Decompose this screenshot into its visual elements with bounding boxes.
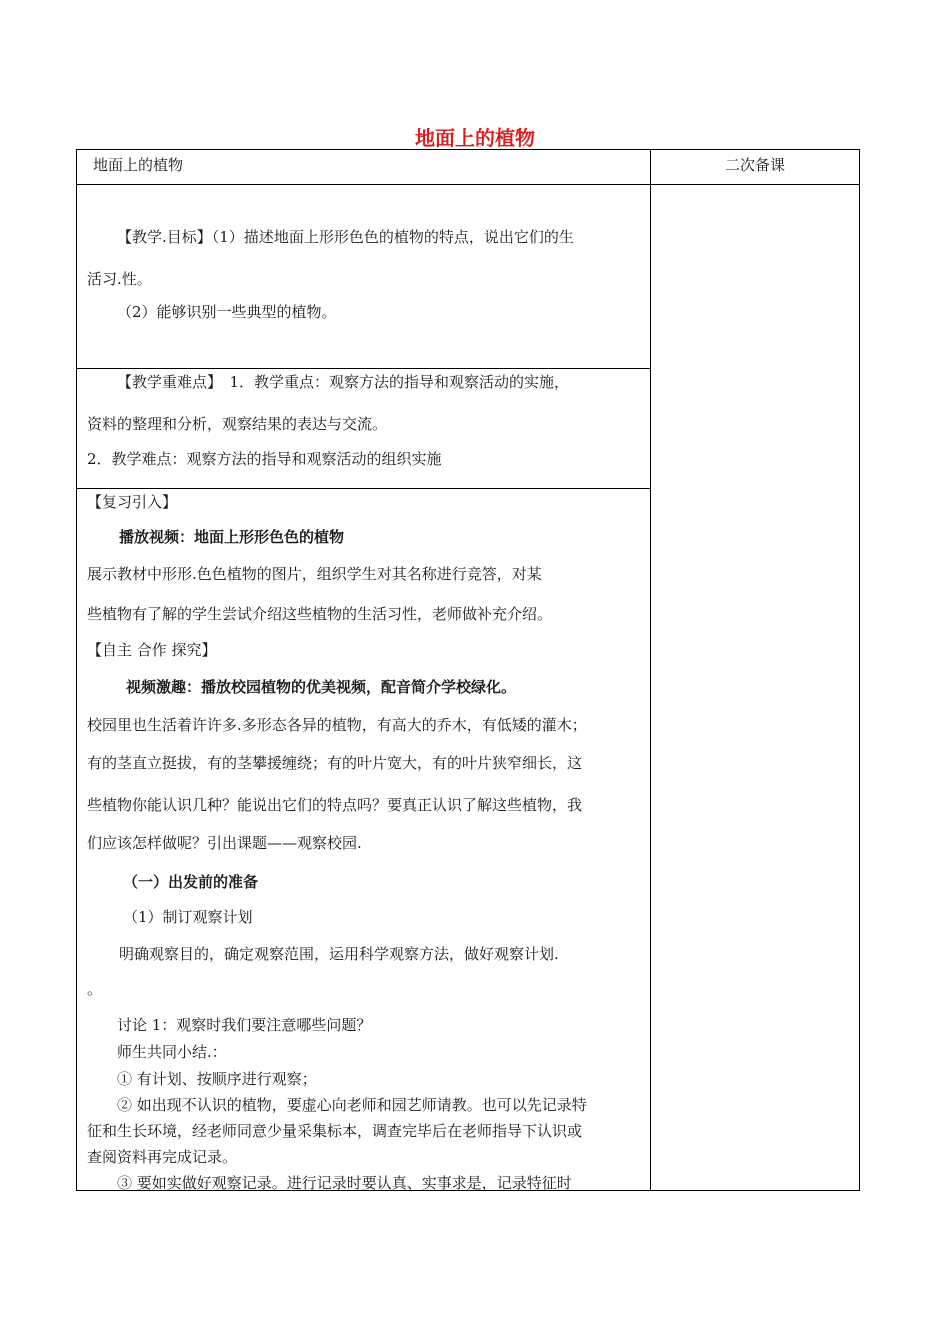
objectives-line-2: 活习.性。 [87, 270, 152, 288]
summary-item-2-line-3: 查阅资料再完成记录。 [87, 1148, 238, 1166]
key-points-line-1: 【教学重难点】 1．教学重点：观察方法的指导和观察活动的实施， [117, 373, 570, 391]
summary-item-1: ① 有计划、按顺序进行观察； [117, 1070, 317, 1088]
summary-item-3-line-1: ③ 要如实做好观察记录。进行记录时要认真、实事求是，记录特征时 [117, 1174, 572, 1192]
page-title: 地面上的植物 [415, 126, 535, 150]
objectives-row [77, 185, 860, 369]
objectives-cell [77, 185, 651, 369]
lesson-title-cell [77, 150, 651, 185]
objectives-line-1: 【教学.目标】（1）描述地面上形形色色的植物的特点，说出它们的生 [117, 228, 574, 246]
discussion-question: 讨论 1：观察时我们要注意哪些问题？ [117, 1016, 372, 1034]
plan-paragraph-line-2: 。 [87, 980, 103, 998]
video2-heading: 视频激趣：播放校园植物的优美视频，配音简介学校绿化。 [126, 678, 517, 696]
review-paragraph-line-2: 些植物有了解的学生尝试介绍这些植物的生活习性，老师做补充介绍。 [87, 605, 553, 623]
review-heading: 【复习引入】 [87, 493, 178, 511]
teaching-process-cell [77, 489, 651, 1191]
campus-paragraph-line-1: 校园里也生活着许许多.多形态各异的植物，有高大的乔木，有低矮的灌木； [87, 716, 587, 734]
key-points-line-2: 资料的整理和分析，观察结果的表达与交流。 [87, 415, 388, 433]
preparation-heading: （一）出发前的准备 [123, 873, 259, 891]
header-row [77, 150, 860, 185]
second-prep-notes-cell [651, 185, 860, 1191]
video-heading: 播放视频：地面上形形色色的植物 [119, 528, 345, 546]
plan-paragraph-line-1: 明确观察目的，确定观察范围，运用科学观察方法，做好观察计划. [119, 945, 559, 963]
plan-heading: （1）制订观察计划 [123, 908, 253, 926]
second-prep-header-cell [651, 150, 860, 185]
campus-paragraph-line-4: 们应该怎样做呢？引出课题——观察校园. [87, 834, 362, 852]
objectives-line-3: （2）能够识别一些典型的植物。 [117, 303, 337, 321]
summary-item-2-line-1: ② 如出现不认识的植物，要虚心向老师和园艺师请教。也可以先记录特 [117, 1096, 587, 1114]
second-prep-label: 二次备课 [724, 156, 785, 174]
review-paragraph-line-1: 展示教材中形形.色色植物的图片，组织学生对其名称进行竞答，对某 [87, 565, 542, 583]
summary-item-2-line-2: 征和生长环境，经老师同意少量采集标本，调查完毕后在老师指导下认识或 [87, 1122, 583, 1140]
campus-paragraph-line-3: 些植物你能认识几种？能说出它们的特点吗？要真正认识了解这些植物，我 [87, 796, 583, 814]
lesson-title: 地面上的植物 [93, 156, 184, 174]
lesson-table [76, 149, 860, 1191]
campus-paragraph-line-2: 有的茎直立挺拔，有的茎攀援缠绕；有的叶片宽大，有的叶片狭窄细长，这 [87, 754, 583, 772]
key-points-cell [77, 369, 651, 489]
summary-heading: 师生共同小结.： [117, 1043, 227, 1061]
explore-heading: 【自主 合作 探究】 [87, 641, 217, 659]
key-points-line-3: 2．教学难点：观察方法的指导和观察活动的组织实施 [87, 450, 442, 468]
